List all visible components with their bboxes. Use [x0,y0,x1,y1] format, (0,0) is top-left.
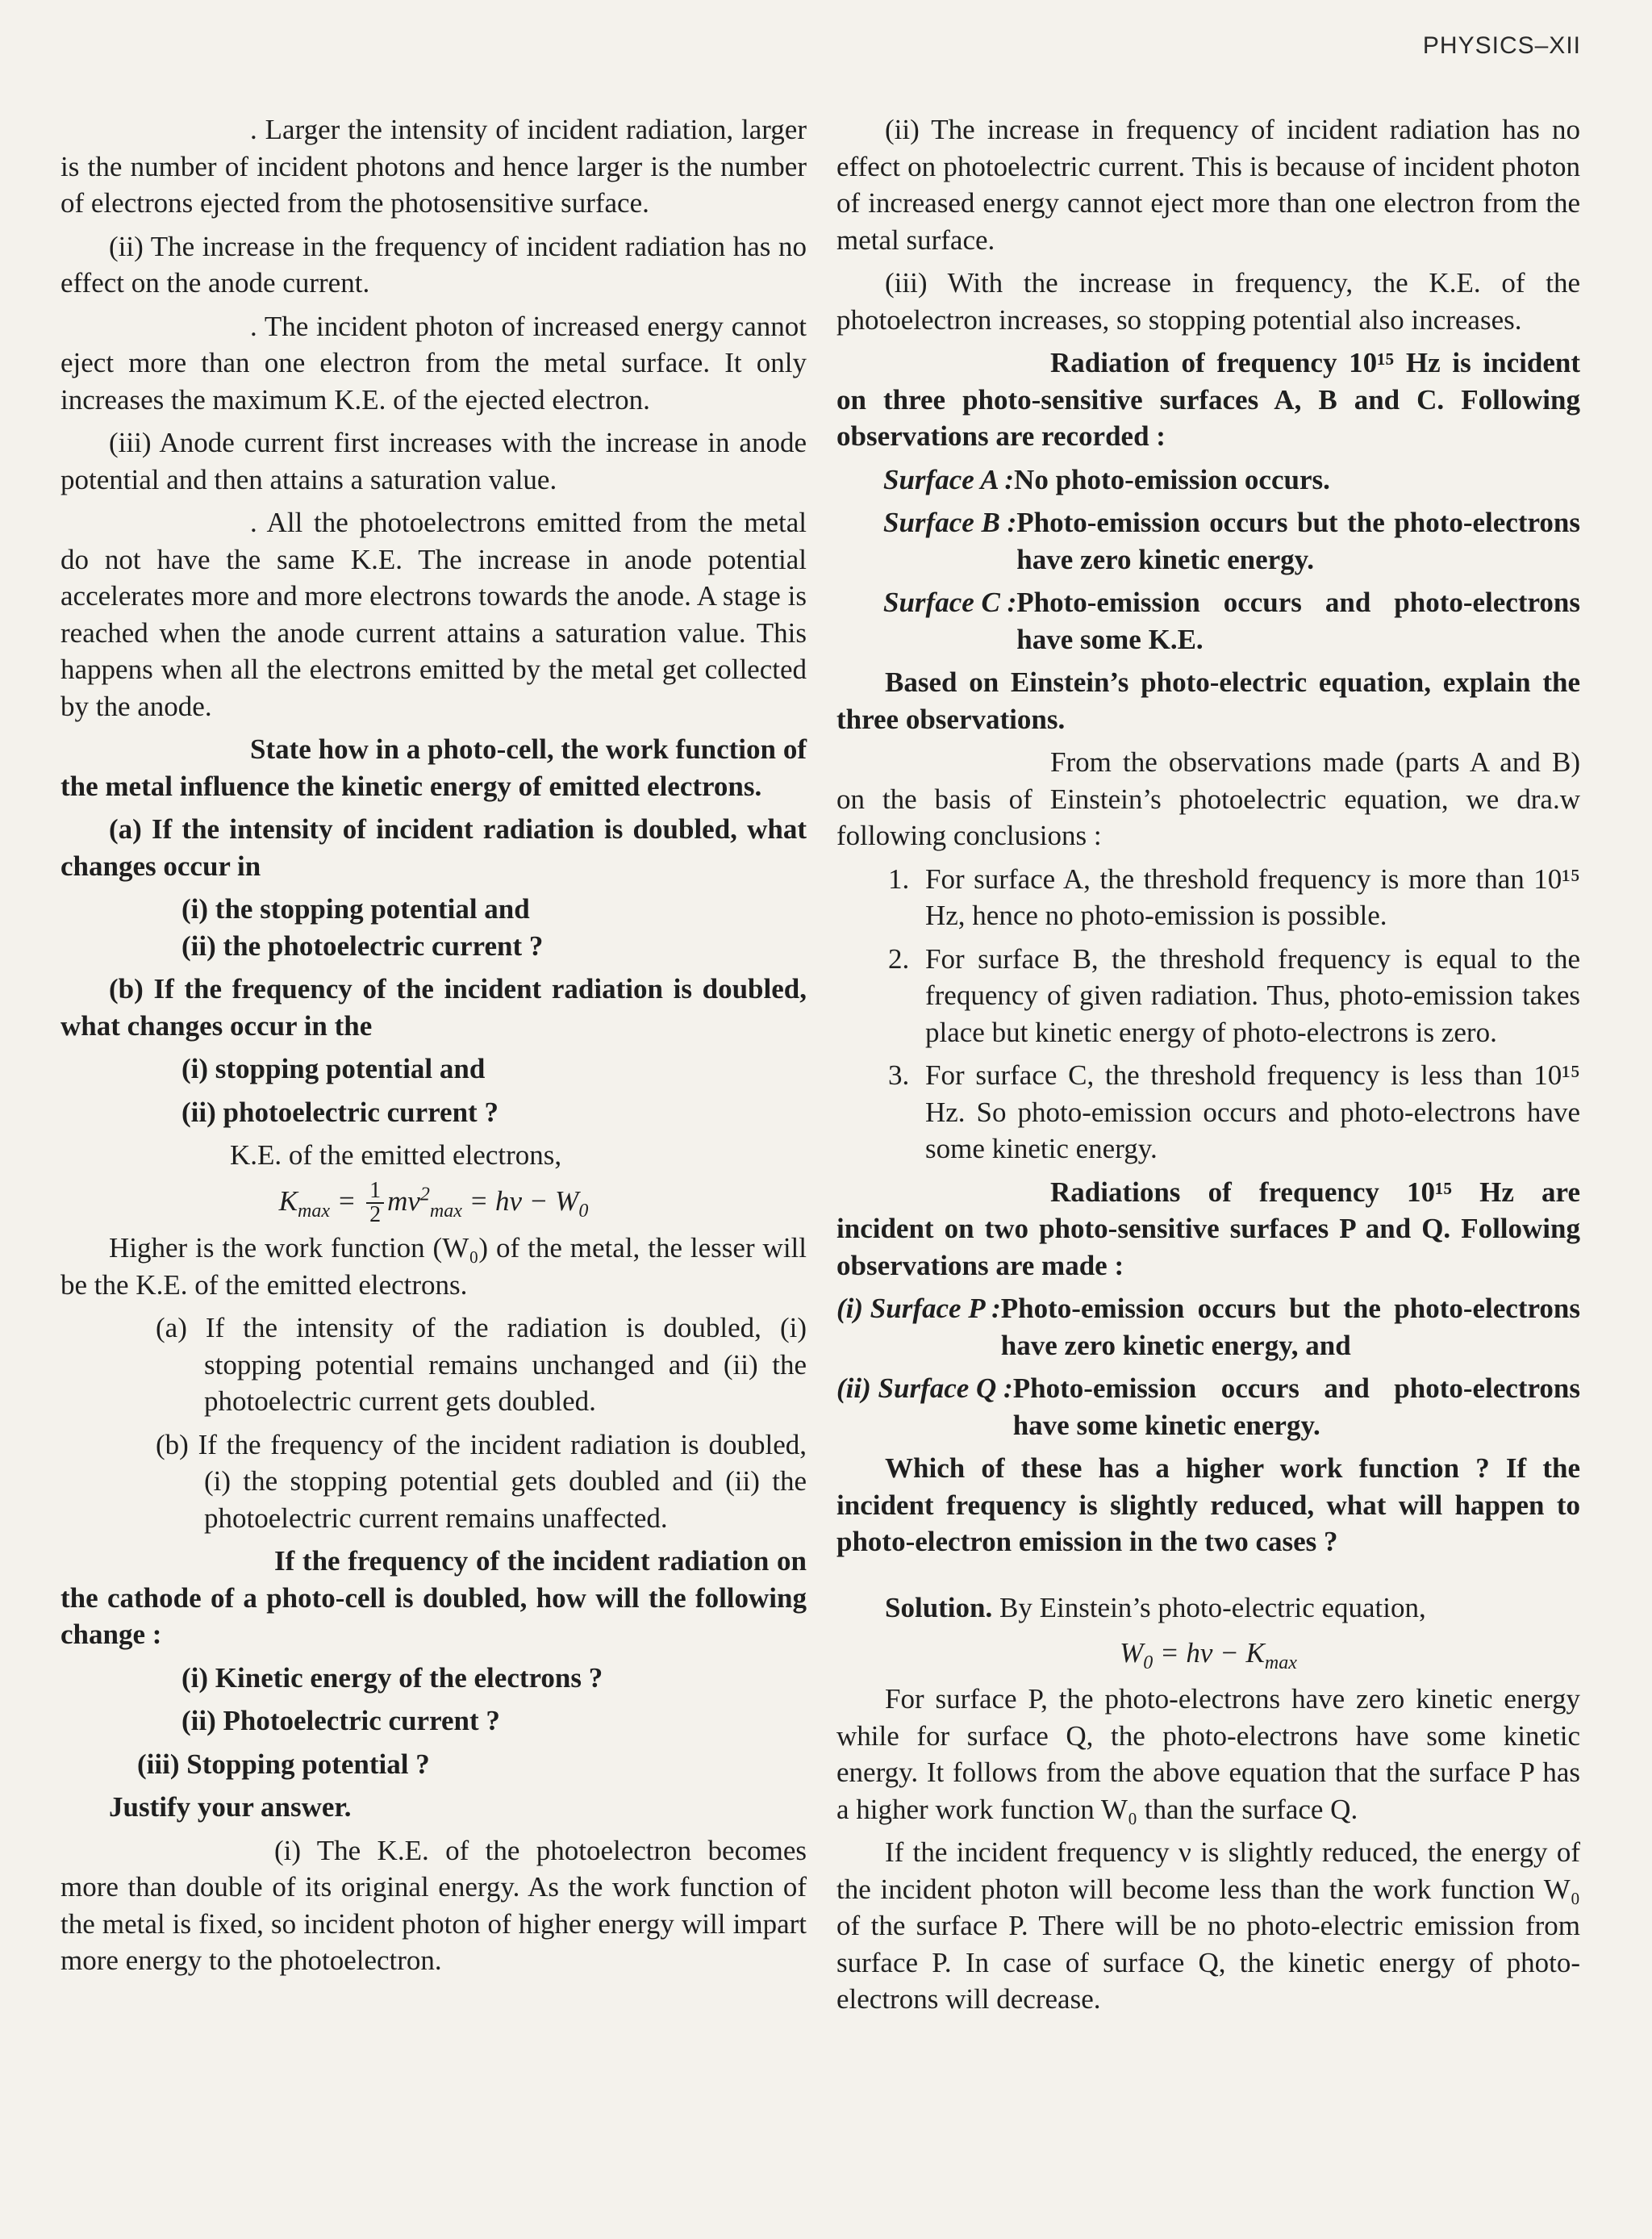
question-item: (a) If the intensity of incident radiation is doubled, what changes occur in [60,813,807,882]
conclusion-text: For surface B, the threshold frequency is equal to the frequency of given radiation. Thus, photo-emission takes place but kinetic energy of photo-electrons is zero. [925,942,1580,1048]
question-item: (i) stopping potential and [181,1053,486,1084]
equation-subscript: max [298,1200,330,1222]
observation-label: (i) Surface P : [836,1293,1001,1324]
equation-w0 [836,1629,1580,1677]
solution-line [836,1589,1580,1627]
question-heading: Radiation of frequency 10¹⁵ Hz is incident on three photo-sensitive surfaces A, B and C. Following observations are recorded : [836,347,1580,452]
fraction-denominator: 2 [369,1202,382,1228]
observation-text: No photo-emission occurs. [1014,463,1330,495]
observation-list [883,462,1580,658]
question-ask: Which of these has a higher work function ? If the incident frequency is slightly reduced, what will happen to photo-electron emission in the two cases ? [836,1452,1580,1557]
question-heading: State how in a photo-cell, the work function of the metal influence the kinetic energy of emitted electrons. [60,733,807,802]
equation-term: W [1120,1637,1144,1669]
conclusion-list [888,861,1580,1168]
observation-item [883,584,1580,658]
solution-text: By Einstein’s photo-electric equation, [992,1591,1426,1623]
question-item: (i) Kinetic energy of the electrons ? [181,1661,603,1694]
equation-subscript: max [1264,1652,1297,1673]
paragraph: . Larger the intensity of incident radiation, larger is the number of incident photons and hence larger is the number of electrons ejected from the photosensitive surface. [60,114,807,219]
paragraph: (ii) The increase in frequency of incident radiation has no effect on photoelectric current. This is because of incident photon of increased energy cannot eject more than one electron from the metal surface. [836,114,1580,256]
observation-item [883,462,1580,499]
running-header: PHYSICS–XII [1422,32,1581,59]
observation-item [883,504,1580,578]
question-list [60,1660,807,1826]
paragraph: For surface P, the photo-electrons have zero kinetic energy while for surface Q, the photo-electrons have some kinetic energy. It follows from the above equation that the surface P has a higher work function W₀ than the surface Q. [836,1683,1580,1825]
paragraph: . The incident photon of increased energy cannot eject more than one electron from the metal surface. It only increases the maximum K.E. of the ejected electron. [60,310,807,416]
conclusion-number: 1. [888,863,910,895]
question-item: (ii) Photoelectric current ? [181,1705,500,1737]
equation-kmax [60,1177,807,1227]
paragraph: (i) The K.E. of the photoelectron becomes more than double of its original energy. As the work function of the metal is fixed, so incident photon of higher energy will impart more energy to the photoelectron. [60,1834,807,1977]
question-item: (ii) photoelectric current ? [181,1096,499,1128]
observation-text: Photo-emission occurs but the photo-electrons have zero kinetic energy. [1016,507,1580,575]
observation-label: Surface A : [883,463,1015,495]
question-item: (i) the stopping potential and [181,893,530,925]
paragraph: K.E. of the emitted electrons, [230,1139,562,1171]
observation-text: Photo-emission occurs and photo-electrons have some kinetic energy. [1012,1372,1580,1441]
paragraph: (ii) The increase in the frequency of incident radiation has no effect on the anode current. [60,230,807,299]
question-item: (iii) Stopping potential ? [137,1748,430,1780]
solution-label: Solution. [885,1591,993,1623]
equation-subscript: 0 [578,1200,589,1222]
paragraph: Higher is the work function (W₀) of the metal, the lesser will be the K.E. of the emitted electrons. [60,1232,807,1301]
question-item: (b) If the frequency of the incident radiation is doubled, what changes occur in the [60,973,807,1042]
fraction [366,1180,384,1226]
conclusion-item [888,941,1580,1051]
conclusion-item [888,1057,1580,1168]
question-item: Justify your answer. [109,1791,352,1823]
observation-item [836,1370,1580,1443]
question-heading: If the frequency of the incident radiation on the cathode of a photo-cell is doubled, how will the following change : [60,1545,807,1651]
equation-term: = hν − W [461,1184,579,1217]
observation-label: Surface B : [883,507,1017,538]
observation-text: Photo-emission occurs but the photo-electrons have zero kinetic energy, and [1000,1293,1580,1361]
observation-label: (ii) Surface Q : [836,1372,1013,1404]
equation-term: = hν − K [1153,1637,1265,1669]
conclusion-text: For surface A, the threshold frequency is more than 10¹⁵ Hz, hence no photo-emission is possible. [925,863,1580,931]
equation-term: = [329,1184,364,1217]
right-column [836,111,1580,2018]
equation-subscript: max [429,1200,462,1222]
fraction-numerator: 1 [366,1180,384,1204]
observation-item [836,1290,1580,1364]
question-ask: Based on Einstein’s photo-electric equation, explain the three observations. [836,666,1580,735]
left-column [60,111,807,1979]
answer-item: (b) If the frequency of the incident radiation is doubled, (i) the stopping potential gets doubled and (ii) the photoelectric current remains unaffected. [156,1428,807,1534]
conclusion-text: For surface C, the threshold frequency is less than 10¹⁵ Hz. So photo-emission occurs and photo-electrons have some kinetic energy. [925,1059,1580,1164]
paragraph: (iii) Anode current first increases with the increase in anode potential and then attains a saturation value. [60,427,807,495]
paragraph: If the incident frequency ν is slightly reduced, the energy of the incident photon will become less than the work function W₀ of the surface P. There will be no photo-electric emission from surface P. In case of surface Q, the kinetic energy of photo-electrons will decrease. [836,1836,1580,2015]
equation-term: K [278,1184,298,1217]
equation-superscript: 2 [419,1183,430,1205]
answer-list [156,1310,807,1536]
paragraph: (iii) With the increase in frequency, the K.E. of the photoelectron increases, so stopping potential also increases. [836,267,1580,336]
equation-term: mv [387,1184,420,1217]
conclusion-number: 3. [888,1059,910,1091]
question-item: (ii) the photoelectric current ? [181,929,544,962]
conclusion-item [888,861,1580,934]
observation-label: Surface C : [883,587,1017,618]
conclusion-number: 2. [888,942,910,975]
answer-item: (a) If the intensity of the radiation is doubled, (i) stopping potential remains unchanged and (ii) the photoelectric current gets doubled. [156,1312,807,1418]
paragraph: From the observations made (parts A and B) on the basis of Einstein’s photoelectric equation, we dra.w following conclusions : [836,746,1580,851]
equation-subscript: 0 [1143,1652,1153,1673]
question-heading: Radiations of frequency 10¹⁵ Hz are incident on two photo-sensitive surfaces P and Q. Following observations are made : [836,1176,1580,1281]
observation-text: Photo-emission occurs and photo-electrons have some K.E. [1016,587,1580,655]
paragraph: . All the photoelectrons emitted from the metal do not have the same K.E. The increase in anode potential accelerates more and more electrons towards the anode. A stage is reached when the anode current attains a saturation value. This happens when all the electrons emitted by the metal get collected by the anode. [60,507,807,722]
question-list [60,811,807,1130]
